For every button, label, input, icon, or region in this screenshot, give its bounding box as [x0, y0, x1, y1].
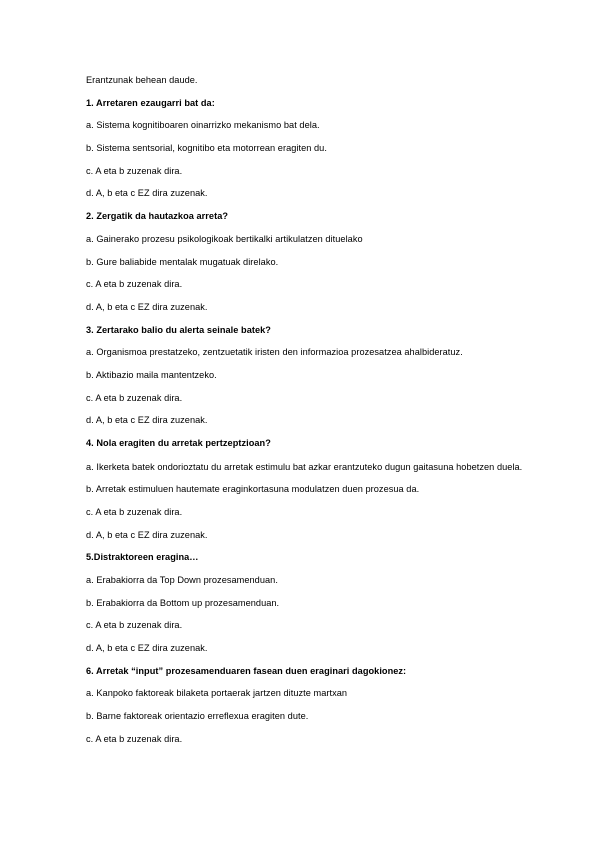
question-1-option-a: a. Sistema kognitiboaren oinarrizko mekanismo bat dela. [86, 120, 320, 131]
question-1-option-c: c. A eta b zuzenak dira. [86, 165, 183, 176]
question-4-option-d: d. A, b eta c EZ dira zuzenak. [86, 529, 208, 540]
question-5: 5.Distraktoreen eragina… [86, 552, 199, 563]
document-content [86, 74, 526, 755]
question-2-option-c: c. A eta b zuzenak dira. [86, 279, 183, 290]
question-6-option-a: a. Kanpoko faktoreak bilaketa portaerak jartzen dituzte martxan [86, 688, 348, 699]
question-5-option-d: d. A, b eta c EZ dira zuzenak. [86, 643, 208, 653]
question-3-option-d: d. A, b eta c EZ dira zuzenak. [86, 415, 208, 426]
question-4: 4. Nola eragiten du arretak pertzeptzioan? [86, 438, 271, 448]
question-5-option-c: c. A eta b zuzenak dira. [86, 620, 183, 631]
question-5-option-a: a. Erabakiorra da Top Down prozesamenduan. [86, 574, 278, 585]
question-2: 2. Zergatik da hautazkoa arreta? [86, 211, 229, 222]
question-1-option-b: b. Sistema sentsorial, kognitibo eta motorrean eragiten du. [86, 143, 327, 154]
question-3-option-a: a. Organismoa prestatzeko, zentzuetatik iristen den informazioa prozesatzea ahalbideratuz. [86, 347, 463, 358]
question-6: 6. Arretak “input” prozesamenduaren fasean duen eraginari dagokionez: [86, 665, 407, 676]
question-2-option-d: d. A, b eta c EZ dira zuzenak. [86, 301, 208, 312]
question-3-option-c: c. A eta b zuzenak dira. [86, 392, 183, 403]
question-4-option-b: b. Arretak estimuluen hautemate eraginkortasuna modulatzen duen prozesua da. [86, 484, 420, 495]
question-1-option-d: d. A, b eta c EZ dira zuzenak. [86, 188, 208, 199]
question-4-option-c: c. A eta b zuzenak dira. [86, 506, 183, 517]
question-2-option-b: b. Gure baliabide mentalak mugatuak direlako. [86, 256, 279, 267]
question-1: 1. Arretaren ezaugarri bat da: [86, 97, 215, 108]
question-6-option-b: b. Barne faktoreak orientazio erreflexua eragiten dute. [86, 711, 309, 722]
question-5-option-b: b. Erabakiorra da Bottom up prozesamenduan. [86, 597, 280, 608]
question-2-option-a: a. Gainerako prozesu psikologikoak bertikalki artikulatzen dituelako [86, 233, 363, 244]
intro-text: Erantzunak behean daude. [86, 75, 198, 85]
question-3: 3. Zertarako balio du alerta seinale batek? [86, 324, 271, 335]
question-3-option-b: b. Aktibazio maila mantentzeko. [86, 369, 217, 380]
question-4-option-a: a. Ikerketa batek ondorioztatu du arretak estimulu bat azkar erantzuteko dugun gaitasuna hobetzen duela. [86, 461, 523, 472]
question-6-option-c: c. A eta b zuzenak dira. [86, 733, 183, 744]
